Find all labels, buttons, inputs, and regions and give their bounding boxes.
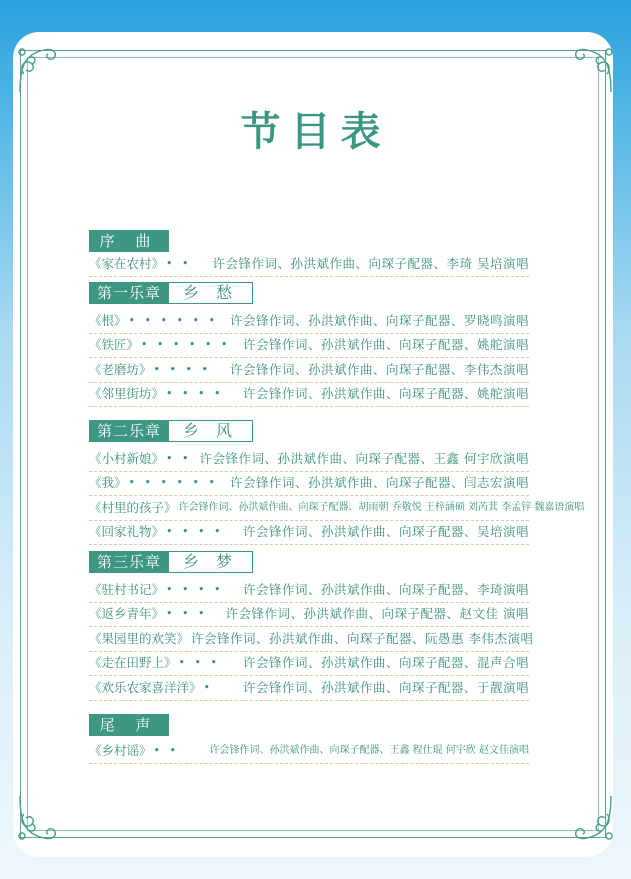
leader-dots: • • • • • • [128, 313, 218, 327]
section-subtitle: 乡 风 [169, 420, 253, 442]
song-title: 《根》 [89, 312, 127, 328]
leader-dots: • • [153, 743, 179, 757]
song-title: 《我》 [89, 475, 127, 491]
program-row [89, 252, 529, 277]
song-credits: 许会锋作词、孙洪斌作曲、向琛子配器、胡雨朝 乔敬悦 王梓涵硕 刘芮萁 李孟锌 魏嘉语演唱 [178, 501, 585, 513]
song-credits: 许会锋作词、孙洪斌作曲、向琛子配器、李琦 吴培演唱 [212, 255, 529, 271]
section-header [89, 282, 529, 304]
song-title: 《欢乐农家喜洋洋》 [89, 679, 202, 695]
program-row [89, 334, 529, 359]
section-label: 第一乐章 [89, 282, 169, 304]
program-row [89, 627, 534, 652]
song-credits: 许会锋作词、孙洪斌作曲、向琛子配器、赵文佳 演唱 [225, 606, 529, 622]
program-row [89, 309, 529, 334]
leader-dots: • • [166, 451, 192, 465]
page-title: 节目表 [240, 109, 391, 155]
song-credits: 许会锋作词、孙洪斌作曲、向琛子配器、于靓演唱 [242, 679, 529, 695]
program-row [89, 383, 529, 408]
section-finale [89, 714, 529, 764]
section-header [89, 230, 529, 252]
song-title: 《铁匠》 [89, 337, 140, 353]
section-label: 序 曲 [89, 230, 169, 252]
leader-dots: • • [166, 256, 192, 270]
section-header [89, 551, 529, 573]
song-credits: 许会锋作词、孙洪斌作曲、向琛子配器、阮愚惠 李伟杰演唱 [191, 630, 534, 646]
song-title: 《返乡青年》 [89, 606, 165, 622]
section-label: 第二乐章 [89, 420, 169, 442]
song-title: 《驻村书记》 [89, 581, 165, 597]
section-movement-3 [89, 551, 534, 701]
leader-dots: • • • • [166, 387, 224, 401]
leader-dots: • • • [178, 656, 220, 670]
song-title: 《邻里街坊》 [89, 386, 165, 402]
song-credits: 许会锋作词、孙洪斌作曲、向琛子配器、闫志宏演唱 [229, 475, 529, 491]
song-title: 《走在田野上》 [89, 655, 177, 671]
program-row [89, 358, 529, 383]
song-credits: 许会锋作词、孙洪斌作曲、向琛子配器、混声合唱 [242, 655, 529, 671]
song-title: 《果园里的欢笑》 [89, 630, 190, 646]
corner-flourish-icon [563, 44, 617, 98]
program-row [89, 496, 585, 521]
corner-flourish-icon [14, 44, 68, 98]
program-row [89, 447, 529, 472]
program-row [89, 676, 529, 701]
song-title: 《村里的孩子》 [89, 499, 177, 515]
leader-dots: • • • • • • [128, 476, 218, 490]
section-header [89, 714, 529, 736]
song-credits: 许会锋作词、孙洪斌作曲、向琛子配器、王鑫 何宇欣演唱 [199, 450, 529, 466]
corner-flourish-icon [14, 790, 68, 844]
program-row [89, 652, 529, 677]
program-row [89, 603, 529, 628]
section-label: 尾 声 [89, 714, 169, 736]
song-title: 《老磨坊》 [89, 361, 152, 377]
song-credits: 许会锋作词、孙洪斌作曲、向琛子配器、吴培演唱 [242, 524, 529, 540]
leader-dots: • • • • [166, 525, 224, 539]
song-credits: 许会锋作词、孙洪斌作曲、向琛子配器、王鑫 程仕琨 何宇欣 赵文佳演唱 [209, 744, 529, 756]
section-movement-1 [89, 282, 529, 407]
leader-dots: • • • [166, 607, 208, 621]
section-overture [89, 230, 529, 277]
section-subtitle: 乡 梦 [169, 551, 253, 573]
song-credits: 许会锋作词、孙洪斌作曲、向琛子配器、罗晓鸣演唱 [229, 312, 529, 328]
section-movement-2 [89, 420, 585, 545]
song-title: 《小村新娘》 [89, 450, 165, 466]
program-row [89, 472, 529, 497]
program-row [89, 578, 529, 603]
song-credits: 许会锋作词、孙洪斌作曲、向琛子配器、姚舵演唱 [242, 386, 529, 402]
leader-dots: • • • • • • [141, 338, 231, 352]
song-credits: 许会锋作词、孙洪斌作曲、向琛子配器、李伟杰演唱 [229, 361, 529, 377]
leader-dots: • • • • [153, 362, 211, 376]
program-row [89, 521, 529, 546]
song-title: 《家在农村》 [89, 255, 165, 271]
song-credits: 许会锋作词、孙洪斌作曲、向琛子配器、姚舵演唱 [242, 337, 529, 353]
leader-dots: • [203, 680, 214, 694]
section-label: 第三乐章 [89, 551, 169, 573]
corner-flourish-icon [563, 790, 617, 844]
song-title: 《回家礼物》 [89, 524, 165, 540]
program-row [89, 739, 529, 764]
section-header [89, 420, 529, 442]
section-subtitle: 乡 愁 [169, 282, 253, 304]
song-title: 《乡村谣》 [89, 742, 152, 758]
song-credits: 许会锋作词、孙洪斌作曲、向琛子配器、李琦演唱 [242, 581, 529, 597]
leader-dots: • • • • [166, 582, 224, 596]
